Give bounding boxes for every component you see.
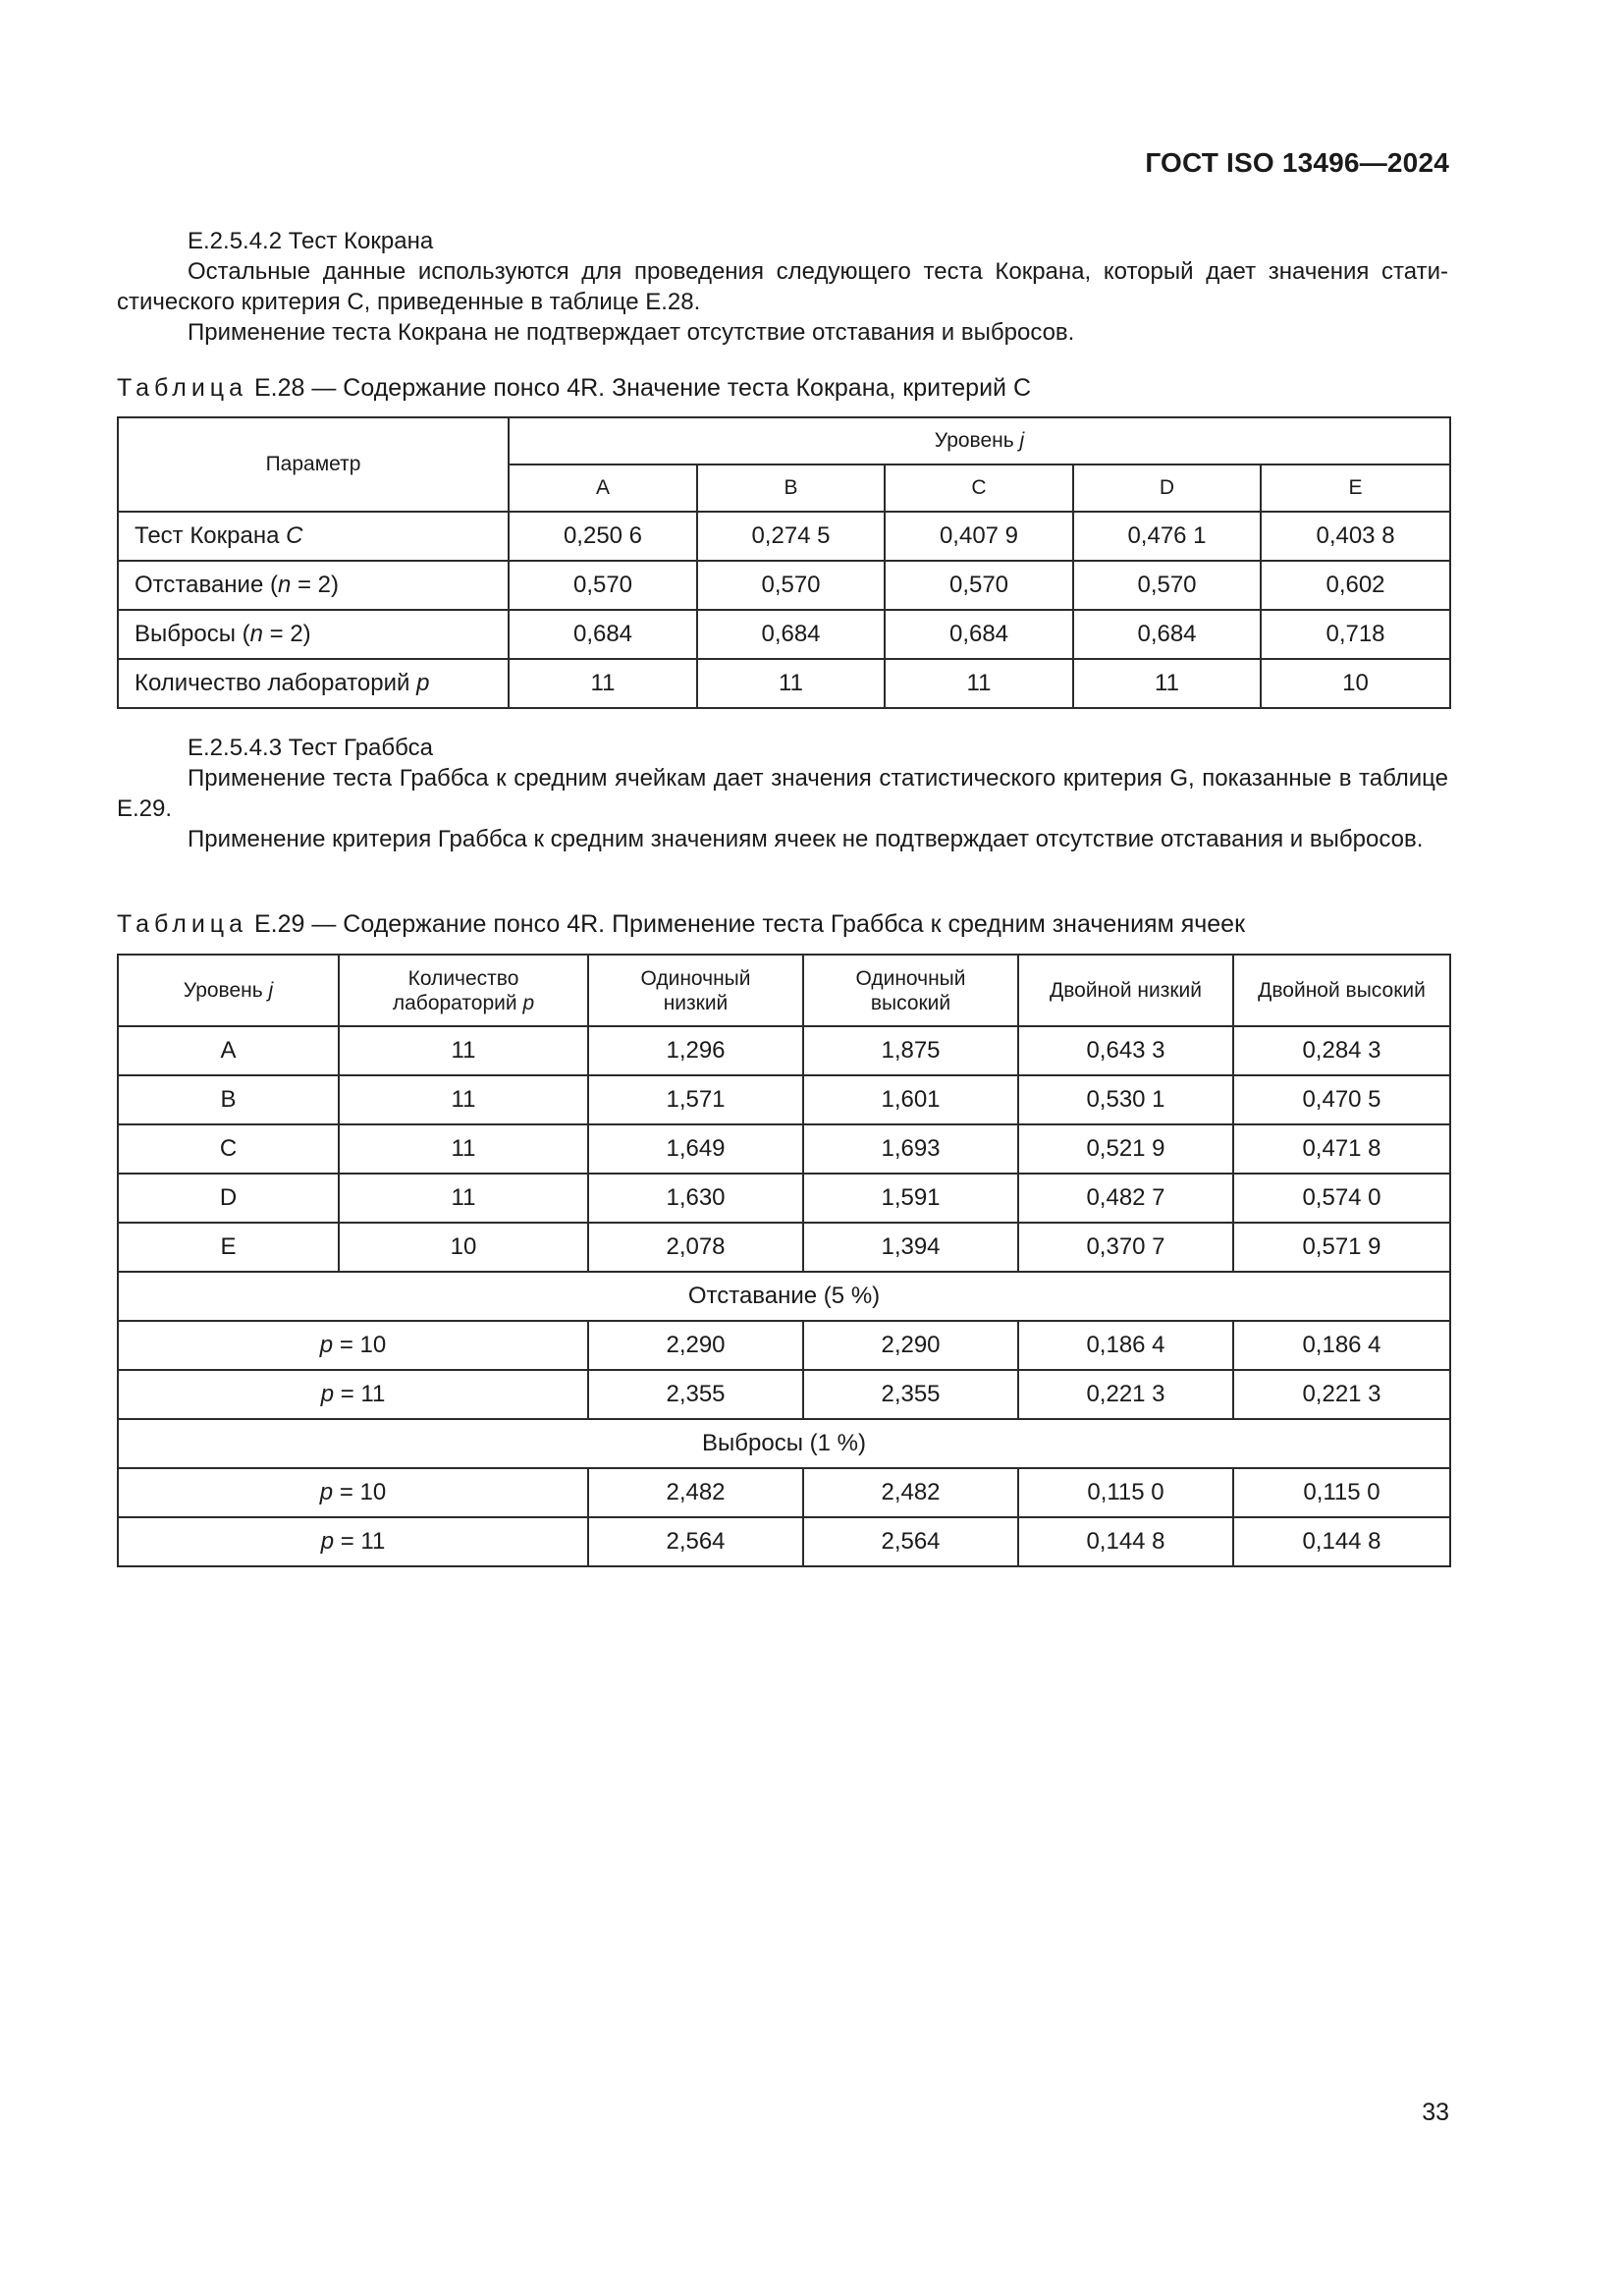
table-cell: 1,630 — [588, 1174, 803, 1223]
table-cell: 2,355 — [588, 1370, 803, 1419]
table-row — [118, 1468, 1450, 1517]
table-cell: 0,521 9 — [1018, 1124, 1233, 1174]
table-row — [118, 659, 1450, 708]
table-cell: 11 — [339, 1174, 588, 1223]
table-cell: 2,290 — [588, 1321, 803, 1370]
table-cell: 0,684 — [885, 610, 1073, 659]
level-col-header: B — [697, 465, 885, 512]
table-cell: 0,186 4 — [1233, 1321, 1450, 1370]
table-cell: 1,394 — [803, 1223, 1018, 1272]
double-high-header: Двойной высокий — [1233, 955, 1450, 1026]
table-cell: 11 — [1073, 659, 1261, 708]
table-cell: 0,684 — [509, 610, 697, 659]
paragraph: Применение теста Кокрана не подтверждает отсутствие отставания и выбросов. — [188, 319, 1075, 346]
table-row — [118, 1517, 1450, 1566]
table-cell: 0,407 9 — [885, 512, 1073, 561]
table-cell: 0,186 4 — [1018, 1321, 1233, 1370]
grubbs-table — [117, 954, 1451, 1567]
table-row — [118, 1174, 1450, 1223]
table-cell: 0,403 8 — [1261, 512, 1450, 561]
section-heading: Е.2.5.4.3 Тест Граббса — [188, 735, 433, 761]
table-cell: 1,693 — [803, 1124, 1018, 1174]
table-cell: 11 — [339, 1075, 588, 1124]
table-cell: A — [118, 1026, 339, 1075]
row-label: Количество лабораторий p — [118, 659, 509, 708]
param-header: Параметр — [118, 417, 509, 512]
table-cell: 2,482 — [803, 1468, 1018, 1517]
level-header: Уровень j — [509, 417, 1450, 465]
table-cell: 0,250 6 — [509, 512, 697, 561]
row-label: Отставание (n = 2) — [118, 561, 509, 610]
table-cell: 0,221 3 — [1018, 1370, 1233, 1419]
table-cell: 0,470 5 — [1233, 1075, 1450, 1124]
table-cell: 0,221 3 — [1233, 1370, 1450, 1419]
table-cell: 2,482 — [588, 1468, 803, 1517]
table-cell: E — [118, 1223, 339, 1272]
table-row — [118, 610, 1450, 659]
table-cell: 0,144 8 — [1018, 1517, 1233, 1566]
labs-header: Количество лабораторий p — [339, 955, 588, 1026]
section-heading: Е.2.5.4.2 Тест Кокрана — [188, 228, 434, 254]
cochran-table — [117, 416, 1451, 709]
section-grubbs — [117, 733, 1448, 854]
outliers-section-title: Выбросы (1 %) — [118, 1419, 1450, 1468]
header-row — [118, 955, 1450, 1026]
paragraph: Применение критерия Граббса к средним значениям ячеек не подтверждает отсутствие отставания и выбросов. — [188, 826, 1424, 852]
table-cell: 0,530 1 — [1018, 1075, 1233, 1124]
lag-section-title: Отставание (5 %) — [118, 1272, 1450, 1321]
table-cell: 0,115 0 — [1018, 1468, 1233, 1517]
table-cell: 11 — [339, 1026, 588, 1075]
table-cell: 10 — [339, 1223, 588, 1272]
document-code: ГОСТ ISO 13496—2024 — [1145, 147, 1449, 178]
table-row — [118, 1223, 1450, 1272]
level-header: Уровень j — [118, 955, 339, 1026]
table-cell: 11 — [339, 1124, 588, 1174]
table-cell: 0,570 — [1073, 561, 1261, 610]
level-col-header: E — [1261, 465, 1450, 512]
table-cell: 1,649 — [588, 1124, 803, 1174]
table-cell: 0,718 — [1261, 610, 1450, 659]
table-cell: 1,591 — [803, 1174, 1018, 1223]
table-row — [118, 1026, 1450, 1075]
table-cell: 0,643 3 — [1018, 1026, 1233, 1075]
table-cell: 0,571 9 — [1233, 1223, 1450, 1272]
table-cell: 2,564 — [588, 1517, 803, 1566]
table-cell: p = 11 — [118, 1370, 588, 1419]
level-col-header: A — [509, 465, 697, 512]
table-cell: 0,684 — [697, 610, 885, 659]
level-col-header: D — [1073, 465, 1261, 512]
table-caption: Таблица Е.29 — Содержание понсо 4R. Применение теста Граббса к средним значениям ячеек — [117, 910, 1246, 938]
double-low-header: Двойной низкий — [1018, 955, 1233, 1026]
table-cell: 0,115 0 — [1233, 1468, 1450, 1517]
table-cell: 11 — [885, 659, 1073, 708]
table-cell: 1,601 — [803, 1075, 1018, 1124]
table-row — [118, 1124, 1450, 1174]
table-caption: Таблица Е.28 — Содержание понсо 4R. Значение теста Кокрана, критерий С — [117, 374, 1032, 402]
section-row — [118, 1272, 1450, 1321]
level-col-header: C — [885, 465, 1073, 512]
row-label: Выбросы (n = 2) — [118, 610, 509, 659]
table-cell: 0,602 — [1261, 561, 1450, 610]
table-cell: 0,570 — [509, 561, 697, 610]
table-cell: C — [118, 1124, 339, 1174]
table-cell: 0,370 7 — [1018, 1223, 1233, 1272]
table-cell: 11 — [697, 659, 885, 708]
table-cell: 11 — [509, 659, 697, 708]
table-cell: 0,570 — [697, 561, 885, 610]
table-row — [118, 1075, 1450, 1124]
table-cell: 1,875 — [803, 1026, 1018, 1075]
table-cell: 0,574 0 — [1233, 1174, 1450, 1223]
table-cell: 1,571 — [588, 1075, 803, 1124]
table-cell: 0,274 5 — [697, 512, 885, 561]
single-high-header: Одиночный высокий — [803, 955, 1018, 1026]
row-label: Тест Кокрана C — [118, 512, 509, 561]
table-row — [118, 1370, 1450, 1419]
table-cell: 2,355 — [803, 1370, 1018, 1419]
table-cell: 2,078 — [588, 1223, 803, 1272]
table-cell: 0,471 8 — [1233, 1124, 1450, 1174]
table-cell: 10 — [1261, 659, 1450, 708]
table-row — [118, 1321, 1450, 1370]
section-cochran — [117, 226, 1448, 348]
table-cell: 0,684 — [1073, 610, 1261, 659]
paragraph: Применение теста Граббса к средним ячейкам дает значения статистического критерия G, показанные в таблице Е.29. — [117, 765, 1448, 822]
table-cell: p = 10 — [118, 1468, 588, 1517]
paragraph: Остальные данные используются для проведения следующего теста Кокрана, который дает значения статистического критерия C, приведенные в таблице Е.28. — [117, 258, 1448, 315]
table-cell: 0,284 3 — [1233, 1026, 1450, 1075]
single-low-header: Одиночный низкий — [588, 955, 803, 1026]
table-row — [118, 561, 1450, 610]
page-number: 33 — [1422, 2099, 1449, 2126]
table-cell: 2,290 — [803, 1321, 1018, 1370]
table-cell: p = 11 — [118, 1517, 588, 1566]
table-cell: 0,482 7 — [1018, 1174, 1233, 1223]
section-row — [118, 1419, 1450, 1468]
table-cell: D — [118, 1174, 339, 1223]
table-cell: 0,144 8 — [1233, 1517, 1450, 1566]
table-cell: 2,564 — [803, 1517, 1018, 1566]
table-cell: 1,296 — [588, 1026, 803, 1075]
table-row — [118, 512, 1450, 561]
table-cell: 0,476 1 — [1073, 512, 1261, 561]
table-cell: B — [118, 1075, 339, 1124]
table-cell: 0,570 — [885, 561, 1073, 610]
table-cell: p = 10 — [118, 1321, 588, 1370]
